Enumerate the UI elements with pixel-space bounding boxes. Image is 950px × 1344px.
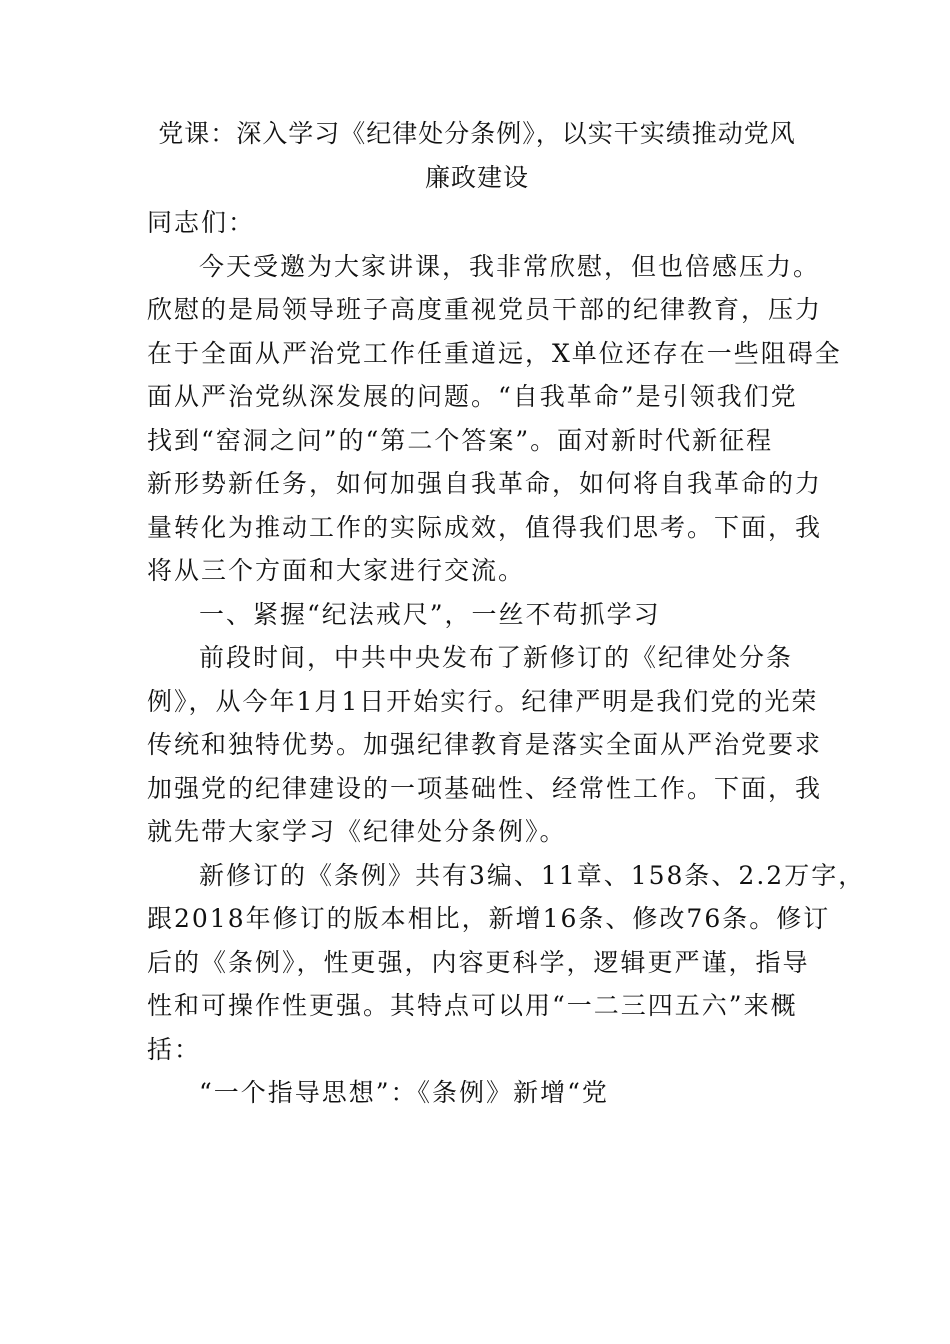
- paragraph-line: 前段时间，中共中央发布了新修订的《纪律处分条: [199, 643, 794, 672]
- document-title-line-2: 廉政建设: [424, 163, 529, 192]
- paragraph-line: 跟2018年修订的版本相比，新增16条、修改76条。修订: [147, 904, 831, 933]
- paragraph-line: 找到“窑洞之问”的“第二个答案”。面对新时代新征程: [147, 425, 774, 455]
- section-heading: 一、紧握“纪法戒尺”，一丝不苟抓学习: [199, 599, 661, 629]
- paragraph-line: 今天受邀为大家讲课，我非常欣慰，但也倍感压力。: [199, 251, 821, 281]
- paragraph-line: 就先带大家学习《纪律处分条例》。: [147, 817, 567, 846]
- paragraph-line: 量转化为推动工作的实际成效，值得我们思考。下面，我: [147, 512, 823, 542]
- paragraph-line: 新形势新任务，如何加强自我革命，如何将自我革命的力: [147, 469, 823, 498]
- paragraph-line: 括：: [147, 1034, 202, 1064]
- paragraph-line: 面从严治党纵深发展的问题。“自我革命”是引领我们党: [147, 382, 798, 411]
- document-body: [147, 201, 866, 1115]
- salutation: 同志们：: [147, 208, 256, 237]
- paragraph-line: 传统和独特优势。加强纪律教育是落实全面从严治党要求: [147, 730, 823, 759]
- paragraph-line: 新修订的《条例》共有3编、11章、158条、2.2万字，: [199, 860, 866, 890]
- paragraph-line: 加强党的纪律建设的一项基础性、经常性工作。下面，我: [147, 773, 823, 803]
- paragraph-line: 在于全面从严治党工作任重道远，X单位还存在一些阻碍全: [147, 338, 842, 368]
- document-title-line-1: 党课：深入学习《纪律处分条例》，以实干实绩推动党风: [158, 119, 796, 148]
- paragraph-line: “一个指导思想”：《条例》新增“党: [199, 1078, 609, 1107]
- paragraph-line: 后的《条例》，性更强，内容更科学，逻辑更严谨，指导: [147, 947, 810, 977]
- paragraph-line: 性和可操作性更强。其特点可以用“一二三四五六”来概: [147, 991, 798, 1020]
- paragraph-line: 将从三个方面和大家进行交流。: [147, 556, 526, 585]
- paragraph-line: 欣慰的是局领导班子高度重视党员干部的纪律教育，压力: [147, 295, 823, 324]
- paragraph-line: 例》，从今年1月1日开始实行。纪律严明是我们党的光荣: [147, 686, 819, 716]
